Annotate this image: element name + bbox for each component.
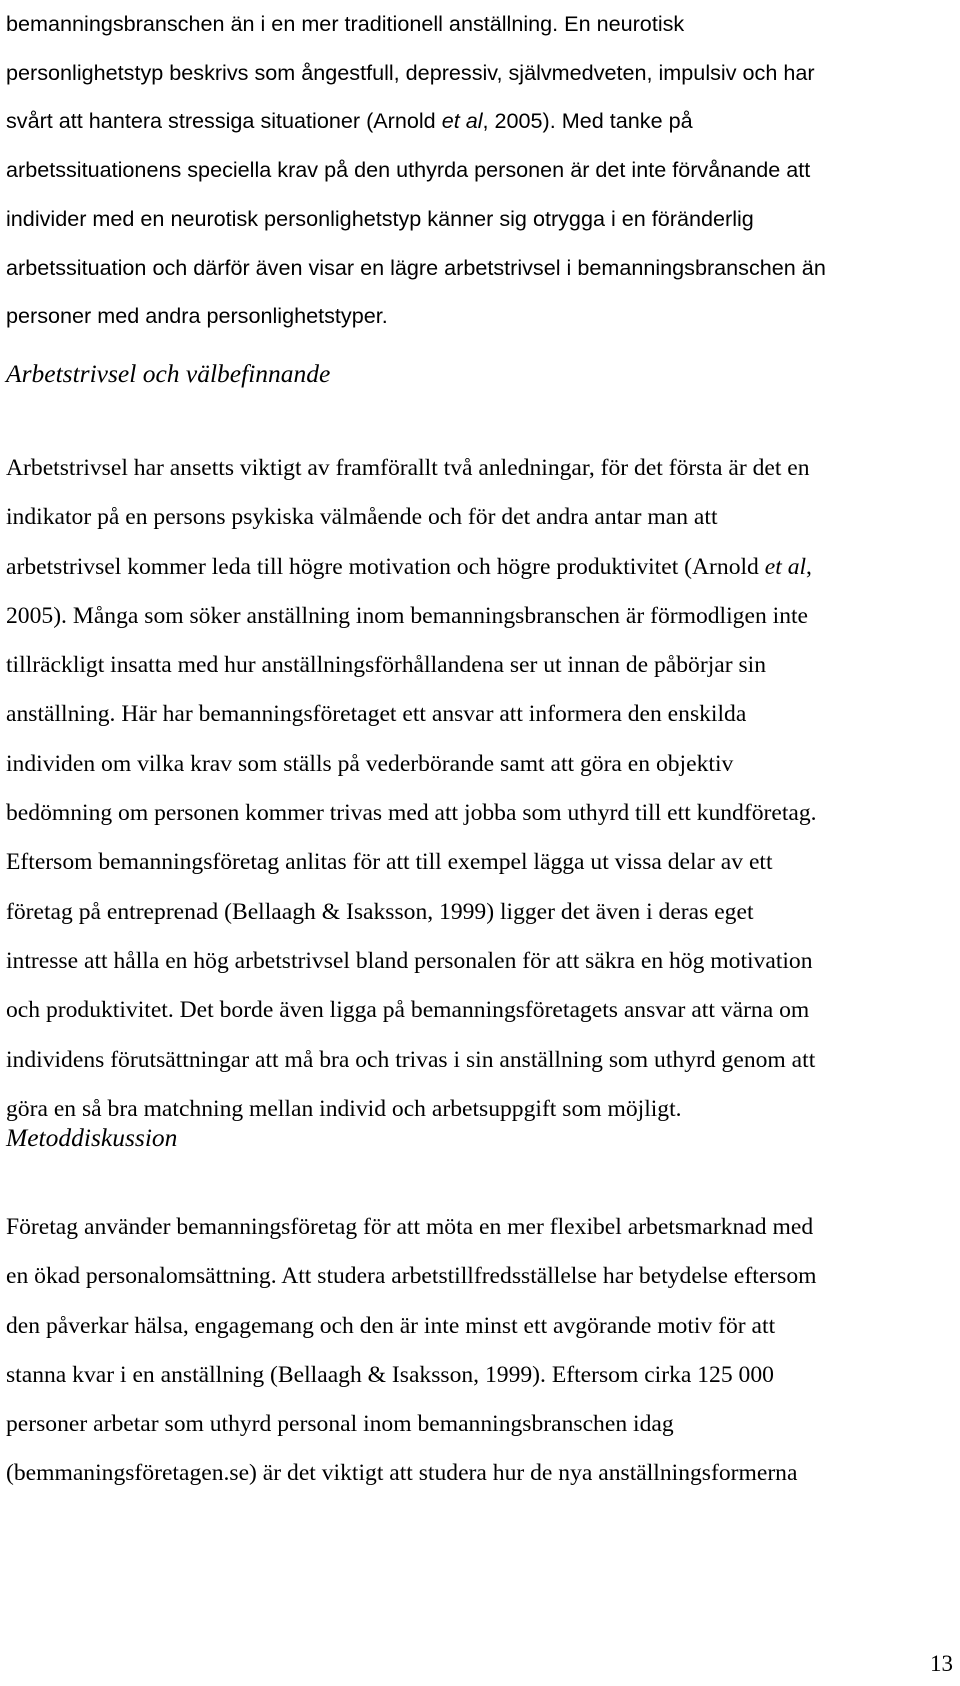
text-segment: , [806,553,812,580]
text-line: bedömning om personen kommer trivas med att jobba som uthyrd till ett kundföretag. [6,800,817,827]
section-heading-metoddiskussion: Metoddiskussion [6,1123,178,1152]
text-line: stanna kvar i en anställning (Bellaagh & Isaksson, 1999). Eftersom cirka 125 000 [6,1361,774,1388]
text-line: företag på entreprenad (Bellaagh & Isaksson, 1999) ligger det även i deras eget [6,898,754,925]
text-line: individen om vilka krav som ställs på vederbörande samt att göra en objektiv [6,750,734,777]
text-line: Arbetstrivsel har ansetts viktigt av framförallt två anledningar, för det första är det en [6,455,810,481]
paragraph-arbetstrivsel [6,444,956,1134]
citation-et-al: et al [764,553,807,580]
text-segment: , 2005). Med tanke på [482,108,693,134]
text-line: den påverkar hälsa, engagemang och den är inte minst ett avgörande motiv för att [6,1312,776,1339]
text-line: och produktivitet. Det borde även ligga på bemanningsföretagets ansvar att värna om [6,997,810,1024]
paragraph-personality [6,0,956,341]
text-line: anställning. Här har bemanningsföretaget ett ansvar att informera den enskilda [6,701,747,728]
text-segment: arbetstrivsel kommer leda till högre motivation och högre produktivitet (Arnold [6,553,765,580]
text-line: (bemmaningsföretagen.se) är det viktigt att studera hur de nya anställningsformerna [6,1460,798,1487]
text-line: Eftersom bemanningsföretag anlitas för att till exempel lägga ut vissa delar av ett [6,849,773,876]
text-line: tillräckligt insatta med hur anställningsförhållandena ser ut innan de påbörjar sin [6,652,767,679]
text-line: bemanningsbranschen än i en mer traditionell anställning. En neurotisk [6,11,685,36]
text-line: personlighetstyp beskrivs som ångestfull, depressiv, självmedveten, impulsiv och har [6,59,815,85]
section-heading-arbetstrivsel: Arbetstrivsel och välbefinnande [6,359,331,388]
text-line: arbetssituationens speciella krav på den uthyrda personen är det inte förvånande att [6,157,811,183]
text-line: arbetssituation och därför även visar en lägre arbetstrivsel i bemanningsbranschen än [6,254,826,280]
text-line [6,543,956,592]
text-line: individer med en neurotisk personlighetstyp känner sig otrygga i en föränderlig [6,205,754,231]
citation-et-al: et al [441,108,483,134]
text-line: Företag använder bemanningsföretag för att möta en mer flexibel arbetsmarknad med [6,1214,814,1240]
text-line: indikator på en persons psykiska välmående och för det andra antar man att [6,504,718,531]
text-line [6,97,956,146]
text-line: individens förutsättningar att må bra och trivas i sin anställning som uthyrd genom att [6,1046,816,1073]
text-line: en ökad personalomsättning. Att studera arbetstillfredsställelse har betydelse eftersom [6,1263,817,1290]
text-line: personer arbetar som uthyrd personal inom bemanningsbranschen idag [6,1411,674,1438]
paragraph-metoddiskussion [6,1203,956,1499]
text-line: intresse att hålla en hög arbetstrivsel bland personalen för att säkra en hög motivation [6,947,813,974]
text-line: 2005). Många som söker anställning inom bemanningsbranschen är förmodligen inte [6,602,809,629]
page-number: 13 [930,1651,953,1676]
text-line: personer med andra personlighetstyper. [6,303,388,329]
text-line: göra en så bra matchning mellan individ och arbetsuppgift som möjligt. [6,1095,682,1122]
text-segment: svårt att hantera stressiga situationer (Arnold [6,108,442,134]
